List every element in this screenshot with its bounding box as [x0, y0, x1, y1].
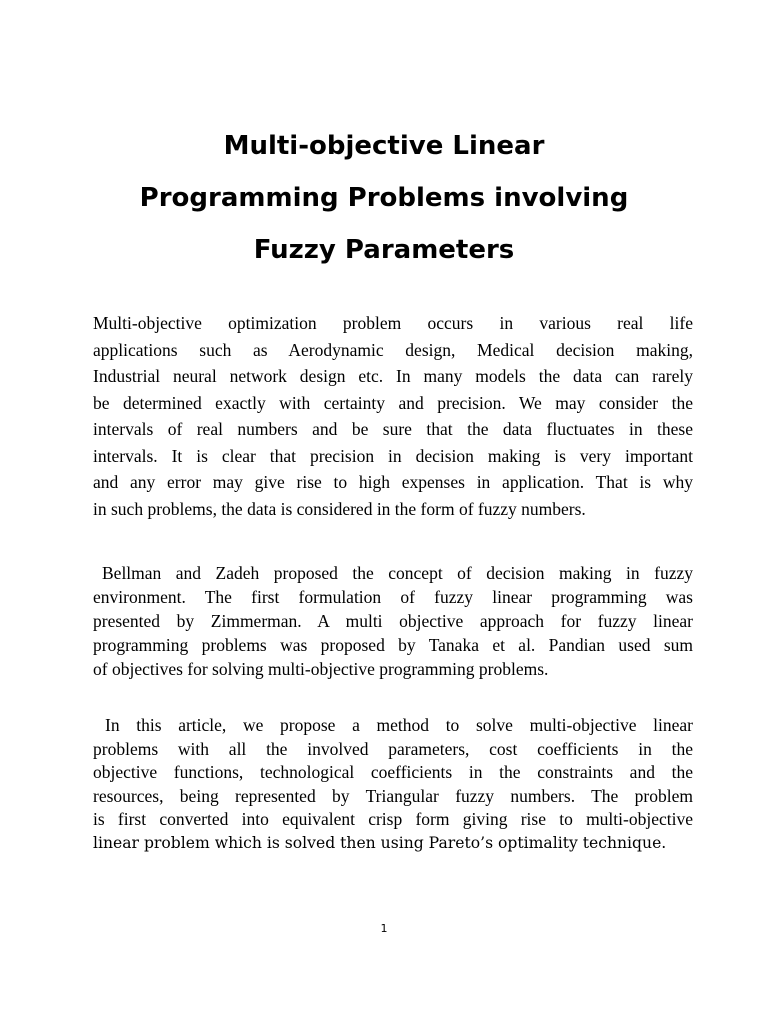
paragraph-background — [93, 561, 693, 681]
paragraph-line: is first converted into equivalent crisp form giving rise to multi-objective — [93, 809, 693, 830]
paragraph-line: programming problems was proposed by Tanaka et al. Pandian used sum — [93, 635, 693, 655]
paragraph-line: Industrial neural network design etc. In many models the data can rarely — [93, 366, 693, 386]
page-number: 1 — [380, 922, 388, 935]
title-line: Programming Problems involving — [139, 183, 629, 213]
paragraph-line: intervals. It is clear that precision in decision making is very important — [93, 445, 693, 466]
paragraph-line: environment. The first formulation of fuzzy linear programming was — [93, 587, 693, 607]
paragraph-line: intervals of real numbers and be sure that the data fluctuates in these — [93, 419, 693, 439]
paragraph-line: and any error may give rise to high expenses in application. That is why — [93, 472, 693, 492]
title-line: Multi-objective Linear — [223, 131, 545, 161]
paragraph-line: problems with all the involved parameters, cost coefficients in the — [93, 738, 693, 759]
paragraph-line: be determined exactly with certainty and precision. We may consider the — [93, 392, 693, 413]
paragraph-proposal — [93, 714, 693, 856]
paragraph-line: Bellman and Zadeh proposed the concept of decision making in fuzzy — [102, 563, 693, 583]
paragraph-line: of objectives for solving multi-objective programming problems. — [93, 659, 549, 679]
paragraph-line: resources, being represented by Triangular fuzzy numbers. The problem — [93, 785, 693, 806]
paragraph-introduction — [93, 310, 693, 522]
document-title — [0, 124, 768, 280]
paragraph-line: In this article, we propose a method to solve multi-objective linear — [105, 715, 693, 735]
paragraph-line: presented by Zimmerman. A multi objective approach for fuzzy linear — [93, 611, 693, 631]
paragraph-line: in such problems, the data is considered in the form of fuzzy numbers. — [93, 498, 586, 519]
paragraph-line: linear problem which is solved then using Pareto’s optimality technique. — [93, 833, 667, 852]
paragraph-line: applications such as Aerodynamic design, Medical decision making, — [93, 339, 693, 360]
paragraph-line: Multi-objective optimization problem occurs in various real life — [93, 313, 693, 333]
paragraph-line: objective functions, technological coefficients in the constraints and the — [93, 762, 693, 783]
title-line: Fuzzy Parameters — [253, 235, 515, 265]
